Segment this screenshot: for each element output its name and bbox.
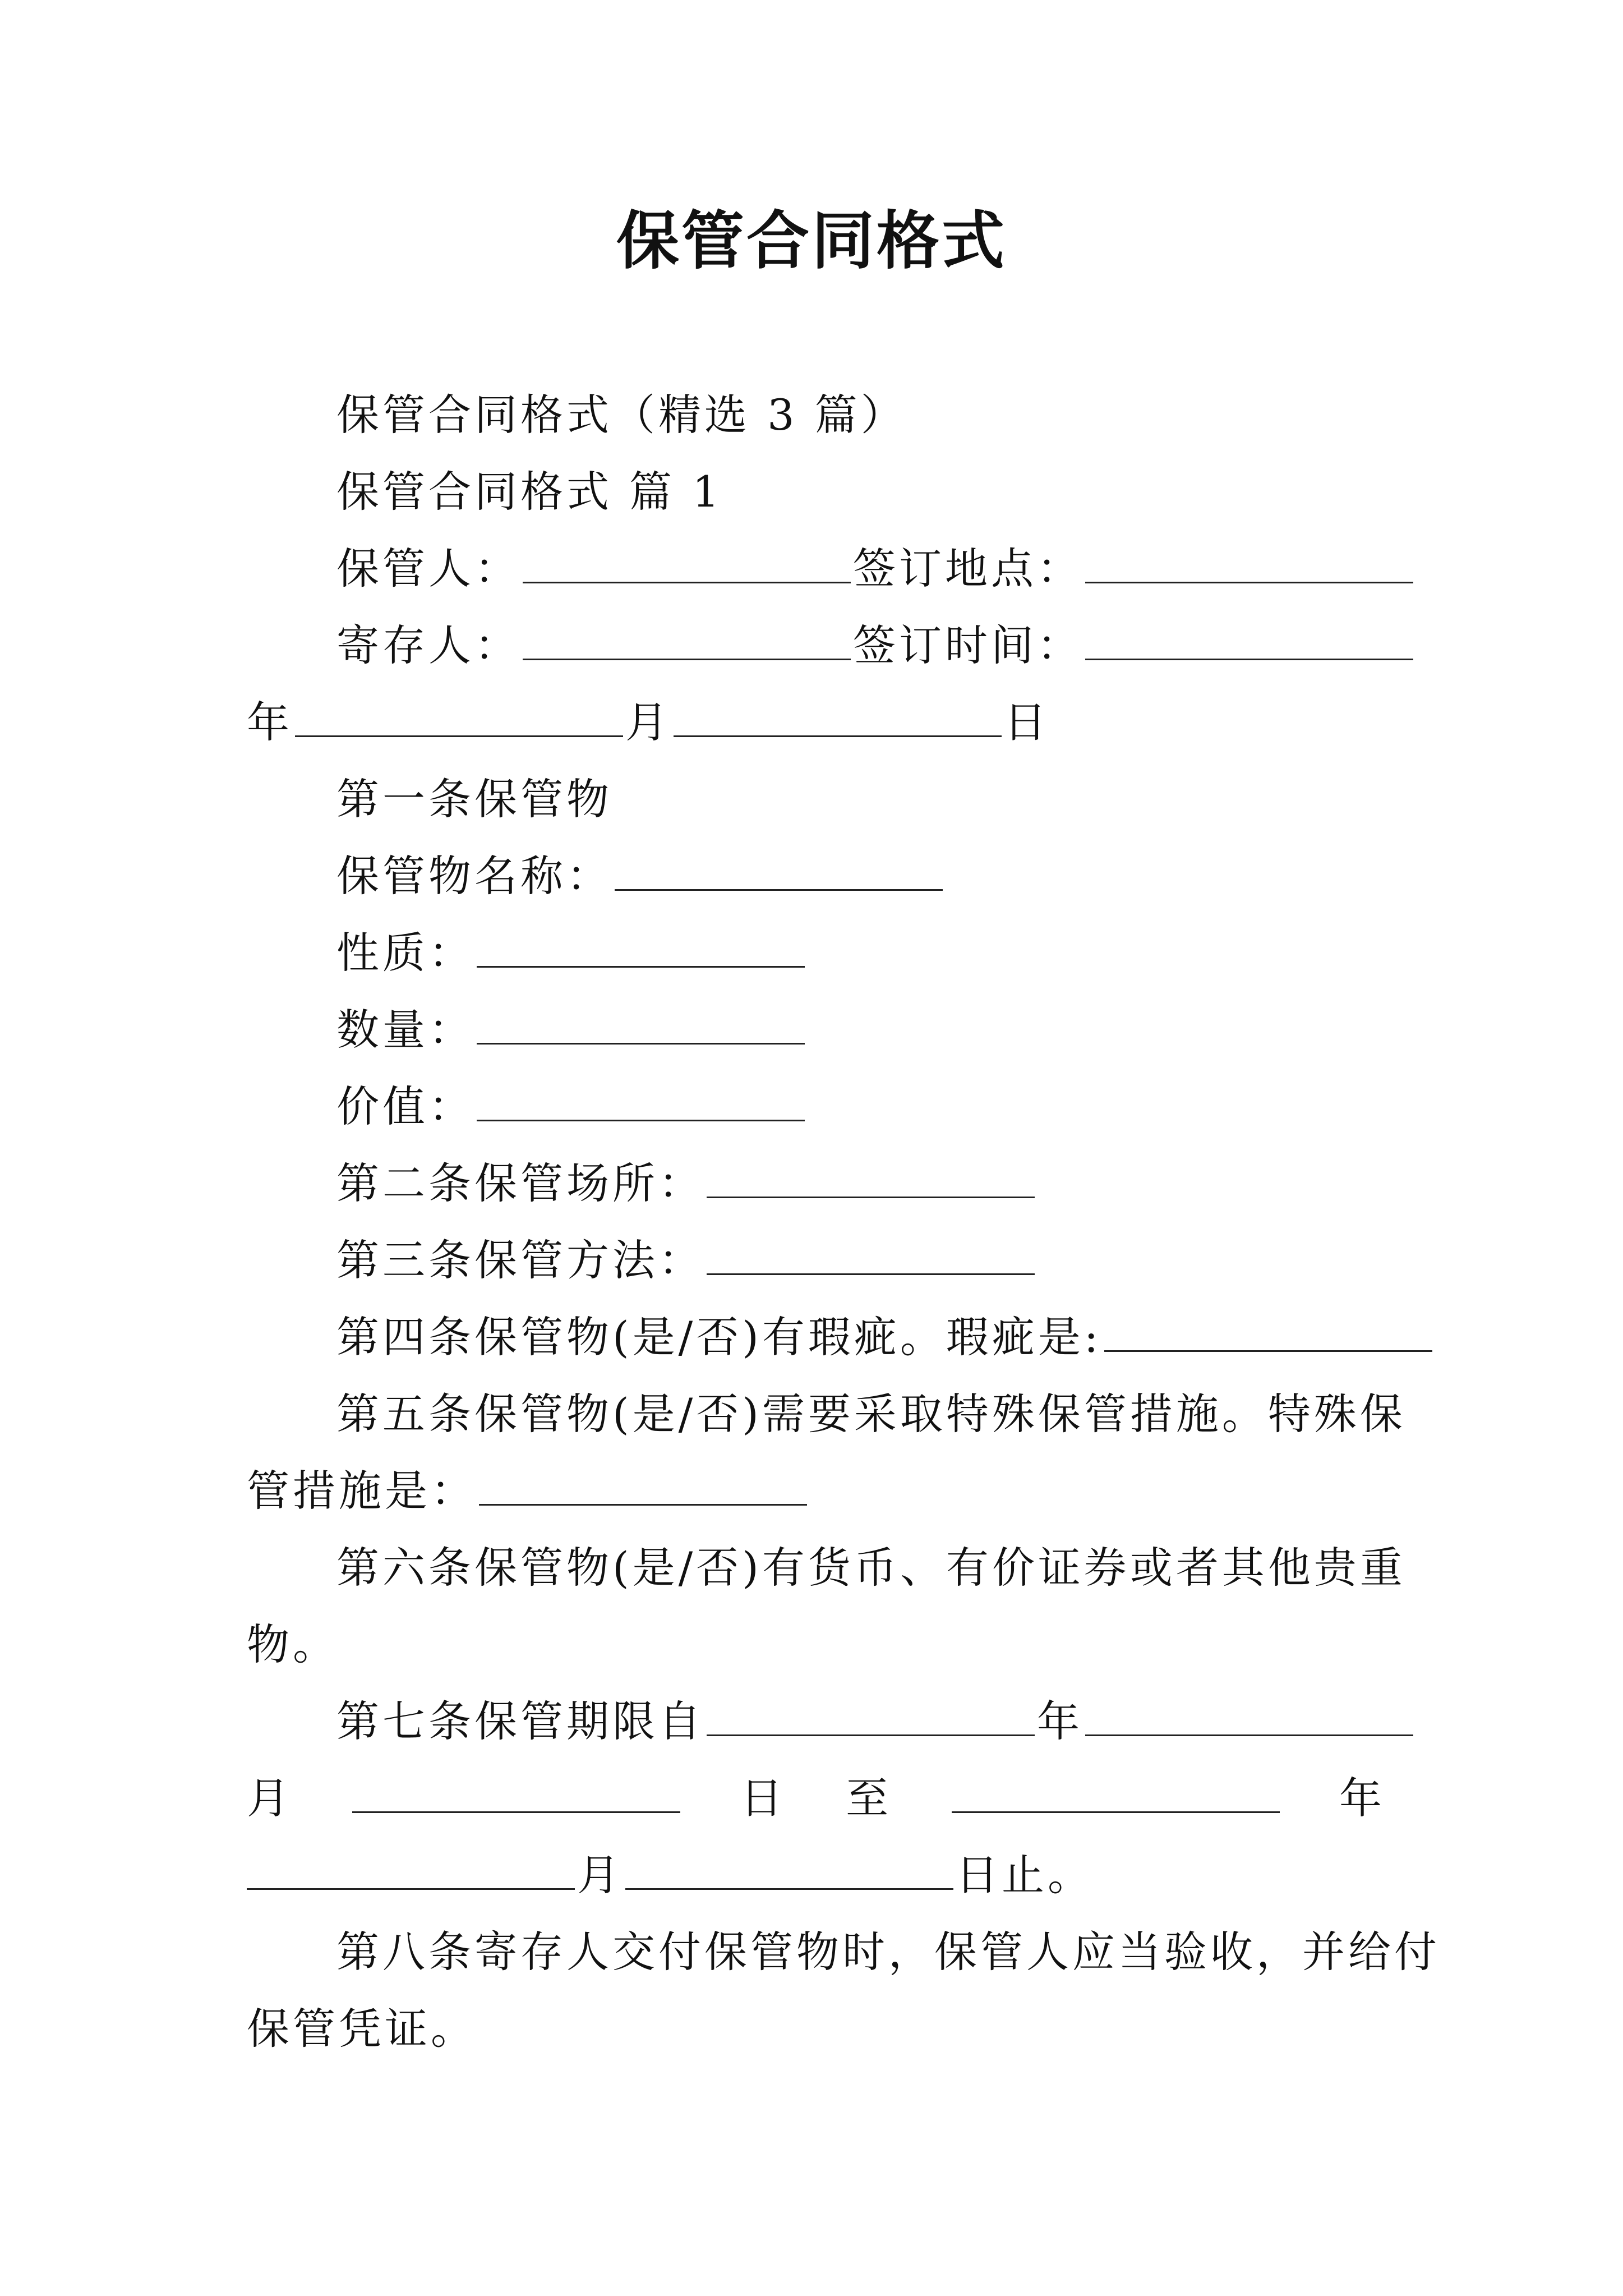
article2-blank <box>707 1157 1035 1198</box>
part1-heading <box>247 461 1385 523</box>
nature-line <box>247 922 1385 984</box>
article7-start-year-blank <box>707 1695 1035 1736</box>
date-line <box>247 692 1385 753</box>
value-line <box>247 1076 1385 1138</box>
article6-text-1: 第六条保管物(是/否)有货币、有价证券或者其他贵重 <box>336 1543 1406 1593</box>
article3-blank <box>707 1234 1035 1275</box>
article5-line-1 <box>247 1383 1406 1445</box>
article7-year-label: 年 <box>1037 1696 1083 1746</box>
article7-line-3 <box>247 1844 1385 1906</box>
article7-end-month-blank <box>247 1849 575 1890</box>
article4-line <box>247 1306 1385 1368</box>
article7-start-day-blank <box>352 1772 680 1813</box>
depositor-line <box>247 615 1385 677</box>
value-blank <box>477 1080 805 1121</box>
article7-end-label: 日止。 <box>956 1850 1094 1900</box>
item-name-line <box>247 845 1385 907</box>
custodian-label: 保管人： <box>336 544 520 593</box>
day-label: 日 <box>1004 697 1050 747</box>
custodian-blank <box>523 542 851 583</box>
article7-line-2 <box>247 1768 1385 1829</box>
article7-day-label: 日 <box>740 1773 786 1823</box>
item-name-blank <box>615 850 943 891</box>
sign-place-label: 签订地点： <box>853 544 1083 593</box>
article6-text-2: 物。 <box>247 1619 339 1669</box>
article2-line <box>247 1153 1385 1214</box>
quantity-line <box>247 999 1385 1061</box>
article1-heading <box>247 769 1385 830</box>
item-name-label: 保管物名称： <box>336 851 612 901</box>
article6-line-1 <box>247 1537 1406 1599</box>
month-blank <box>295 696 623 737</box>
article7-month2-label: 月 <box>577 1850 623 1900</box>
nature-blank <box>477 927 805 968</box>
article4-blank <box>1104 1311 1432 1352</box>
value-label: 价值： <box>336 1082 474 1131</box>
subtitle-text: 保管合同格式（精选 3 篇） <box>336 390 907 440</box>
article2-label: 第二条保管场所： <box>336 1158 704 1208</box>
document-title: 保管合同格式 <box>616 204 1007 278</box>
quantity-label: 数量： <box>336 1005 474 1055</box>
article8-line-1 <box>247 1921 1440 1983</box>
article1-text: 第一条保管物 <box>336 774 612 824</box>
depositor-label: 寄存人： <box>336 620 520 670</box>
sign-time-label: 签订时间： <box>853 620 1083 670</box>
part1-text: 保管合同格式 篇 1 <box>336 467 723 517</box>
article7-end-year-blank <box>952 1772 1280 1813</box>
article5-text-2: 管措施是： <box>247 1466 477 1516</box>
custodian-line <box>247 538 1385 600</box>
month-label: 月 <box>625 697 671 747</box>
article7-end-day-blank <box>625 1849 953 1890</box>
article7-text-1: 第七条保管期限自 <box>336 1696 704 1746</box>
article3-line <box>247 1230 1385 1291</box>
article5-text-1: 第五条保管物(是/否)需要采取特殊保管措施。特殊保 <box>336 1389 1406 1439</box>
sign-place-blank <box>1085 542 1413 583</box>
article7-year2-label: 年 <box>1339 1773 1385 1823</box>
nature-label: 性质： <box>336 928 474 978</box>
article8-text-1: 第八条寄存人交付保管物时，保管人应当验收，并给付 <box>336 1927 1440 1977</box>
article8-line-2 <box>247 1998 1385 2060</box>
day-blank <box>674 696 1002 737</box>
article6-line-2 <box>247 1614 1385 1676</box>
article7-line-1 <box>247 1691 1385 1752</box>
article5-line-2 <box>247 1460 1385 1522</box>
depositor-blank <box>523 619 851 660</box>
article7-to-label: 至 <box>846 1773 892 1823</box>
article4-label: 第四条保管物(是/否)有瑕疵。瑕疵是: <box>336 1312 1102 1362</box>
article7-start-month-blank <box>1085 1695 1413 1736</box>
article8-text-2: 保管凭证。 <box>247 2004 477 2054</box>
article5-blank <box>479 1465 807 1506</box>
subtitle-line <box>247 384 1385 446</box>
year-label: 年 <box>247 697 293 747</box>
quantity-blank <box>477 1004 805 1045</box>
article3-label: 第三条保管方法： <box>336 1235 704 1285</box>
sign-time-blank <box>1085 619 1413 660</box>
article7-month-label: 月 <box>247 1773 293 1823</box>
